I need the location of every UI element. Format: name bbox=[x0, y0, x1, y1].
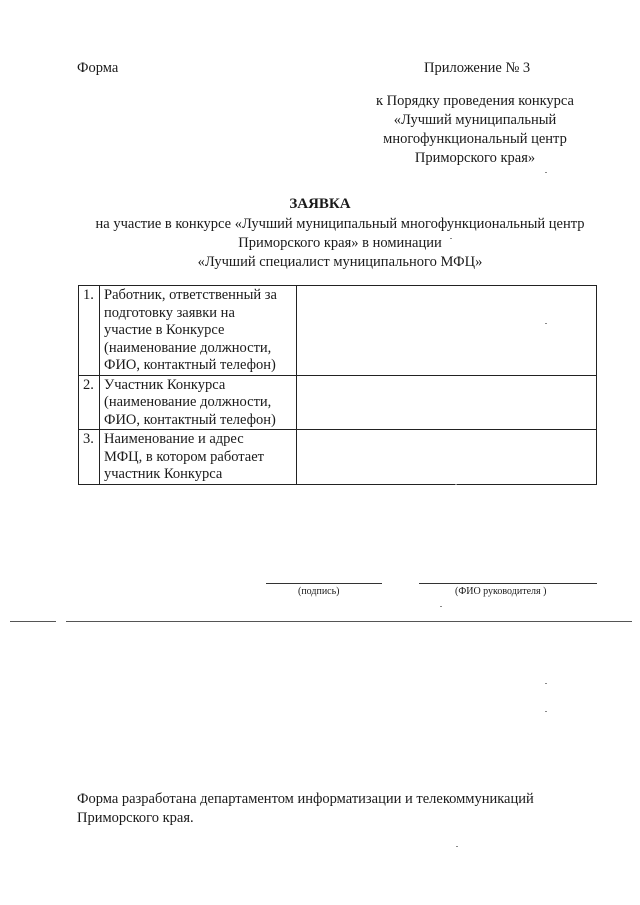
scan-speck bbox=[455, 484, 457, 485]
row-label-line: Участник Конкурса bbox=[104, 376, 226, 393]
appendix-label: Приложение № 3 bbox=[424, 60, 531, 76]
document-title: ЗАЯВКА bbox=[289, 196, 351, 212]
divider-gap bbox=[56, 619, 66, 623]
table-row bbox=[79, 375, 597, 430]
row-value-cell[interactable] bbox=[297, 375, 597, 430]
scan-speck bbox=[545, 172, 547, 173]
appendix-line: Приморского края» bbox=[414, 150, 536, 166]
subtitle-line: «Лучший специалист муниципального МФЦ» bbox=[197, 254, 483, 270]
subtitle-line: на участие в конкурсе «Лучший муниципальный многофункциональный центр bbox=[95, 216, 585, 232]
table-row bbox=[79, 430, 597, 485]
row-label-line: ФИО, контактный телефон) bbox=[104, 411, 276, 428]
scan-speck bbox=[450, 238, 452, 239]
row-label-line: участие в Конкурсе bbox=[104, 322, 225, 338]
appendix-line: к Порядку проведения конкурса bbox=[375, 93, 574, 109]
scan-speck bbox=[545, 683, 547, 684]
row-label bbox=[100, 430, 297, 485]
row-label-line: ФИО, контактный телефон) bbox=[104, 357, 276, 373]
footer-line: Форма разработана департаментом информатизации и телекоммуникаций bbox=[77, 791, 534, 807]
signature-line[interactable] bbox=[266, 583, 382, 584]
row-number: 1. bbox=[79, 286, 100, 376]
scan-speck bbox=[545, 711, 547, 712]
document-subtitle bbox=[40, 215, 640, 272]
form-label: Форма bbox=[77, 60, 119, 76]
appendix-line: многофункциональный центр bbox=[383, 131, 567, 147]
manager-name-line[interactable] bbox=[419, 583, 597, 584]
row-label bbox=[100, 375, 297, 430]
footer-line: Приморского края. bbox=[77, 810, 194, 826]
row-label-line: участник Конкурса bbox=[104, 466, 223, 482]
row-value-cell[interactable] bbox=[297, 430, 597, 485]
appendix-reference bbox=[360, 92, 590, 168]
scan-speck bbox=[440, 606, 442, 607]
scan-speck bbox=[456, 846, 458, 847]
signature-label: (подпись) bbox=[298, 586, 340, 597]
row-label-line: (наименование должности, bbox=[104, 394, 272, 410]
table-row bbox=[79, 286, 597, 376]
row-number: 2. bbox=[79, 375, 100, 430]
page-divider bbox=[10, 621, 632, 622]
scan-speck bbox=[545, 323, 547, 324]
manager-name-label: (ФИО руководителя ) bbox=[455, 586, 547, 597]
row-label-line: МФЦ, в котором работает bbox=[104, 448, 264, 465]
row-label-line: подготовку заявки на bbox=[104, 304, 235, 321]
application-table bbox=[78, 285, 597, 485]
row-value-cell[interactable] bbox=[297, 286, 597, 376]
row-number: 3. bbox=[79, 430, 100, 485]
row-label-line: Наименование и адрес bbox=[104, 431, 244, 447]
appendix-line: «Лучший муниципальный bbox=[393, 112, 557, 128]
row-label-line: (наименование должности, bbox=[104, 339, 272, 356]
row-label-line: Работник, ответственный за bbox=[104, 287, 277, 303]
footer-note bbox=[77, 790, 597, 828]
row-label bbox=[100, 286, 297, 376]
subtitle-line: Приморского края» в номинации bbox=[238, 235, 442, 251]
